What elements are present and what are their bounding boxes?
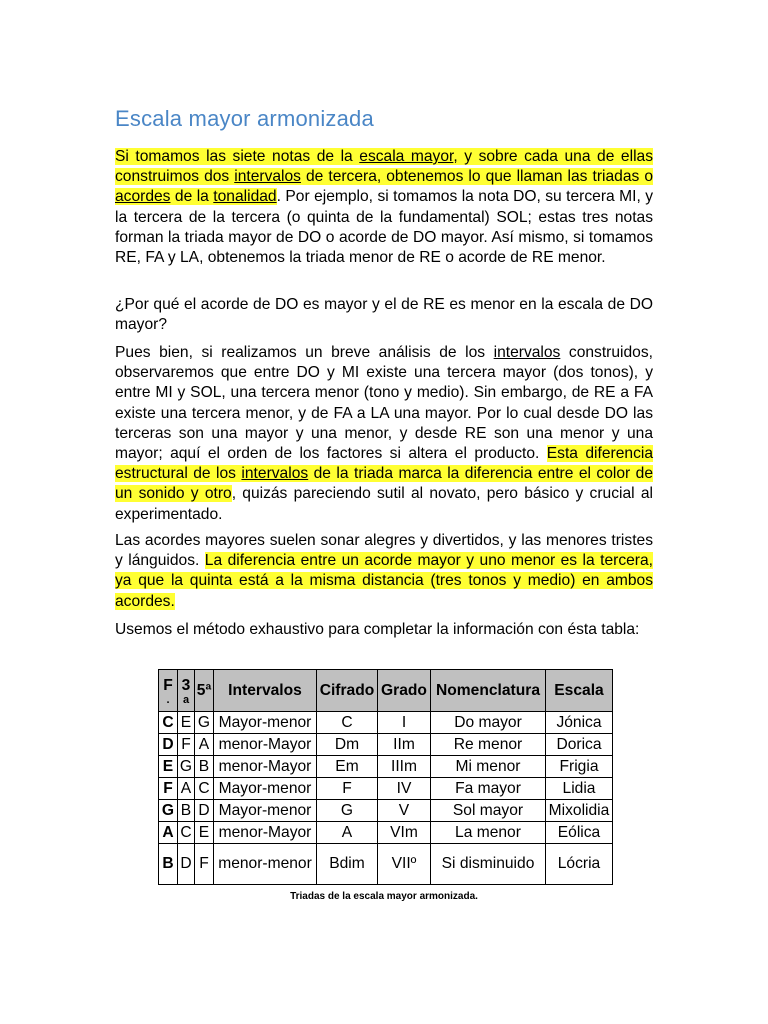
header-grado: Grado [378, 670, 431, 712]
highlight-intro: Si tomamos las siete notas de la escala mayor, y sobre cada una de ellas construimos dos intervalos de tercera, obtenemos lo que llaman las triadas o acordes de la tonalidad [115, 148, 653, 206]
header-third: 3 a [178, 670, 195, 712]
table-row: G B D Mayor-menor G V Sol mayor Mixolidia [159, 800, 613, 822]
triads-table [158, 669, 613, 885]
table-row: F A C Mayor-menor F IV Fa mayor Lidia [159, 778, 613, 800]
header-escala: Escala [546, 670, 613, 712]
table-row: A C E menor-Mayor A VIm La menor Eólica [159, 822, 613, 844]
header-intervals: Intervalos [214, 670, 317, 712]
header-fifth: 5ª [195, 670, 214, 712]
paragraph-intro: Si tomamos las siete notas de la escala mayor, y sobre cada una de ellas construimos dos intervalos de tercera, obtenemos lo que llaman las triadas o acordes de la tonalidad. Por ejemplo, si tomamos la nota DO, su tercera MI, y la tercera de la tercera (o quinta de la fundamental) SOL; estas tres notas forman la triada mayor de DO o acorde de DO mayor. Así mismo, si tomamos RE, FA y LA, obtenemos la triada menor de RE o acorde de RE menor. [115, 148, 654, 267]
header-nomenclatura: Nomenclatura [431, 670, 546, 712]
table-row: E G B menor-Mayor Em IIIm Mi menor Frigia [159, 756, 613, 778]
table-caption: Triadas de la escala mayor armonizada. [290, 891, 478, 902]
link-tonalidad[interactable]: tonalidad [213, 188, 277, 206]
table-row: D F A menor-Mayor Dm IIm Re menor Dorica [159, 734, 613, 756]
highlight-character: La diferencia entre un acorde mayor y uno menor es la tercera, ya que la quinta está a la misma distancia (tres tonos y medio) en ambos acordes. [115, 552, 653, 610]
paragraph-question: ¿Por qué el acorde de DO es mayor y el de RE es menor en la escala de DO mayor? [115, 296, 653, 334]
paragraph-analysis: Pues bien, si realizamos un breve análisis de los intervalos construidos, observaremos que entre DO y MI existe una tercera mayor (dos tonos), y entre MI y SOL, una tercera menor (tono y medio). Sin embargo, de RE a FA existe una tercera menor, y de FA a LA una mayor. Por lo cual desde DO las terceras son una mayor y una menor, y desde RE son una menor y una mayor; aquí el orden de los factores si altera el producto. Esta diferencia estructural de los intervalos de la triada marca la diferencia entre el color de un sonido y otro, quizás pareciendo sutil al novato, pero básico y crucial al experimentado. [115, 344, 654, 523]
header-cifrado: Cifrado [317, 670, 378, 712]
page-title: Escala mayor armonizada [115, 106, 374, 131]
table-header-row [159, 670, 613, 712]
paragraph-table-intro: Usemos el método exhaustivo para completar la información con ésta tabla: [115, 621, 640, 638]
highlight-analysis: Esta diferencia estructural de los intervalos de la triada marca la diferencia entre el color de un sonido y otro [115, 445, 654, 503]
table-row: B D F menor-menor Bdim VIIº Si disminuido Lócria [159, 844, 613, 885]
link-escala-mayor[interactable]: escala mayor [359, 148, 454, 165]
link-intervalos-2[interactable]: intervalos [493, 344, 561, 361]
link-intervalos-3[interactable]: intervalos [241, 465, 309, 483]
link-acordes[interactable]: acordes [115, 188, 171, 206]
link-intervalos[interactable]: intervalos [234, 168, 301, 186]
paragraph-character: Las acordes mayores suelen sonar alegres y divertidos, y las menores tristes y lánguidos. La diferencia entre un acorde mayor y uno menor es la tercera, ya que la quinta está a la misma distancia (tres tonos y medio) en ambos acordes. [115, 532, 653, 610]
header-fundamental: F . [159, 670, 178, 712]
table-row: C E G Mayor-menor C I Do mayor Jónica [159, 712, 613, 734]
